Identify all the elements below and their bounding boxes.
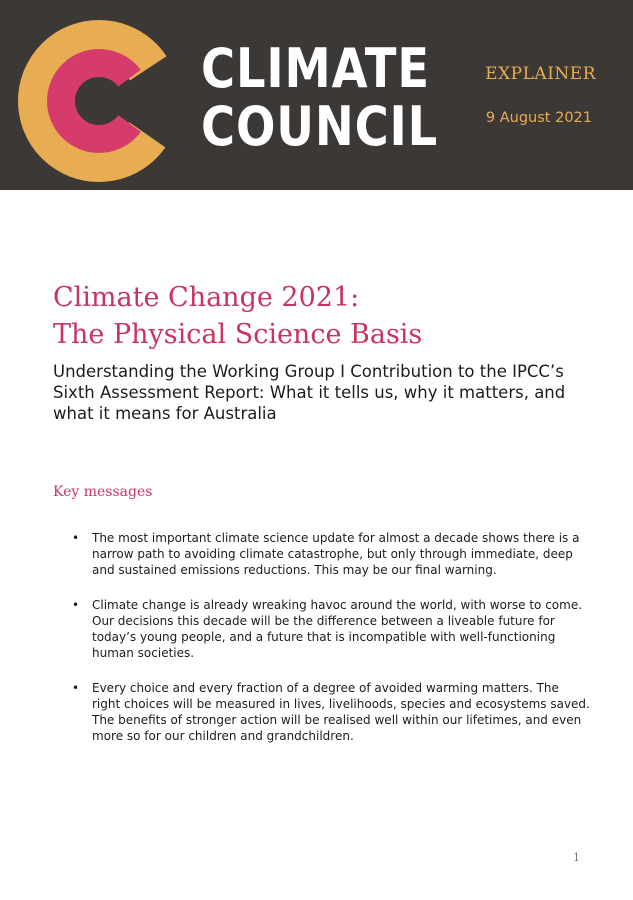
document-type-label: EXPLAINER — [485, 64, 596, 84]
list-item — [70, 530, 590, 578]
list-item-text: Every choice and every fraction of a degree of avoided warming matters. The right choices will be measured in lives, livelihoods, species and ecosystems saved. The benefits of stronger action will be realised well within our lifetimes, and even more so for our children and grandchildren. — [92, 681, 590, 743]
list-item — [70, 597, 590, 661]
brand-line-2: COUNCIL — [201, 95, 439, 158]
publication-date: 9 August 2021 — [485, 110, 592, 126]
document-title — [53, 279, 593, 353]
page-number: 1 — [573, 851, 580, 864]
list-item-text: Climate change is already wreaking havoc around the world, with worse to come. Our decisions this decade will be the difference between a liveable future for today’s young people, and a future that is incompatible with well-functioning human societies. — [92, 598, 583, 660]
bullet-icon: • — [72, 681, 80, 695]
bullet-icon: • — [72, 598, 80, 612]
key-messages-heading: Key messages — [53, 484, 153, 500]
list-item-text: The most important climate science update for almost a decade shows there is a narrow path to avoiding climate catastrophe, but only through immediate, deep and sustained emissions reductions. This may be our final warning. — [92, 531, 580, 577]
document-subtitle: Understanding the Working Group I Contribution to the IPCC’s Sixth Assessment Report: What it tells us, why it matters, and what it means for Australia — [53, 362, 566, 423]
list-item — [70, 680, 590, 744]
climate-council-c-logo-icon — [18, 20, 180, 182]
brand-wordmark — [201, 37, 439, 158]
bullet-icon: • — [72, 531, 80, 545]
header-banner — [0, 0, 633, 190]
key-messages-list — [70, 530, 590, 763]
title-line-1: Climate Change 2021: — [53, 282, 360, 313]
brand-line-1: CLIMATE — [201, 37, 430, 100]
title-line-2: The Physical Science Basis — [53, 319, 423, 350]
